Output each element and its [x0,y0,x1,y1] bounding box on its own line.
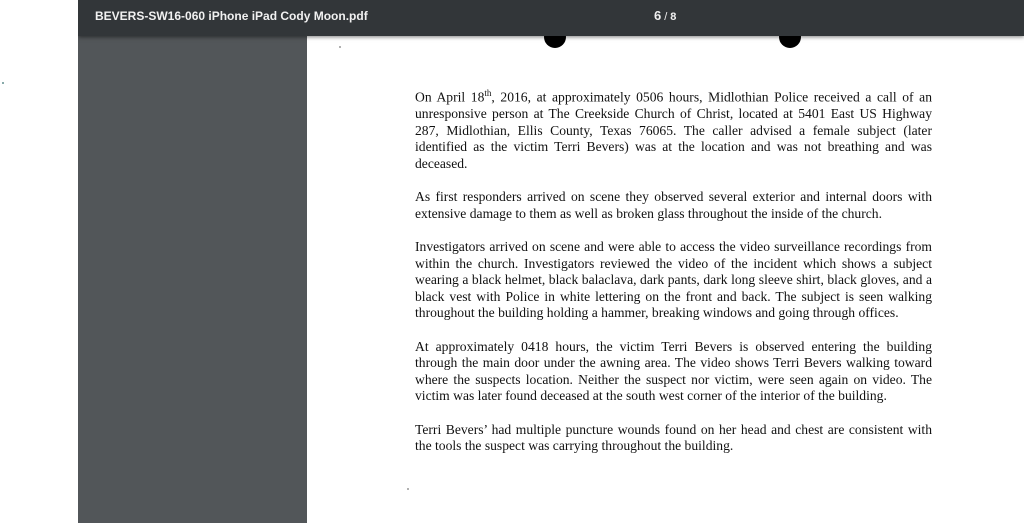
pdf-viewer[interactable] [78,0,1024,523]
scan-speck [339,46,341,48]
file-title: BEVERS-SW16-060 iPhone iPad Cody Moon.pdf [95,9,368,23]
total-pages: 8 [670,11,677,23]
edge-speck [2,82,4,84]
document-body [415,85,932,472]
paragraph-3: Investigators arrived on scene and were able to access the video surveillance recordings from within the church. Investigators reviewed the video of the incident which shows a subject wearing a black helmet, black balaclava, dark pants, dark long sleeve shirt, black gloves, and a black vest with Police in white lettering on the front and back. The subject is seen walking throughout the building holding a hammer, breaking windows and going through offices. [415,239,932,321]
current-page-number[interactable]: 6 [654,8,662,23]
paragraph-5: Terri Bevers’ had multiple puncture wounds found on her head and chest are consistent with the tools the suspect was carrying throughout the building. [415,421,932,454]
scan-speck [407,488,409,490]
paragraph-4: At approximately 0418 hours, the victim Terri Bevers is observed entering the building through the main door under the awning area. The video shows Terri Bevers walking toward where the suspects location. Neither the suspect nor victim, were seen again on video. The victim was later found deceased at the south west corner of the interior of the building. [415,338,932,404]
viewer-toolbar [78,0,1024,36]
paragraph-2: As first responders arrived on scene they observed several exterior and internal doors with extensive damage to them as well as broken glass throughout the inside of the church. [415,189,932,221]
paragraph-1: On April 18th, 2016, at approximately 0506 hours, Midlothian Police received a call of an unresponsive person at The Creekside Church of Christ, located at 5401 East US Highway 287, Midlothian, Ellis County, Texas 76065. The caller advised a female subject (later identified as the victim Terri Bevers) was at the location and was not breathing and was deceased. [415,88,932,171]
document-page [307,36,1024,523]
page-separator: / [664,11,668,23]
page-counter [654,8,676,23]
